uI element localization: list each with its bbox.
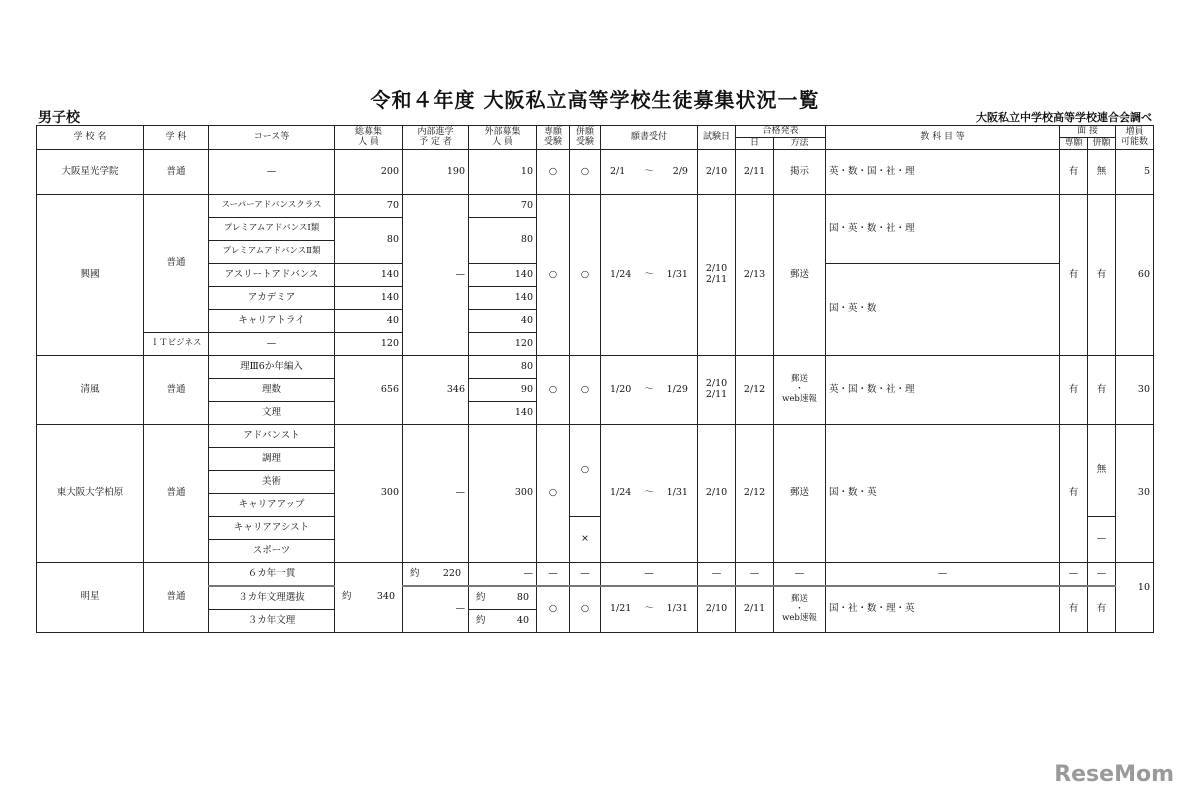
- header-course: コース等: [209, 126, 335, 150]
- header-increase: 増員 可能数: [1116, 126, 1154, 150]
- increase: 10: [1116, 563, 1154, 633]
- iv-sengan: 有: [1060, 150, 1088, 195]
- external-value: 40: [516, 614, 529, 626]
- header-internal: 内部進学 予 定 者: [403, 126, 469, 150]
- course: アスリートアドバンス: [209, 264, 335, 287]
- tilde: 〜: [644, 383, 654, 395]
- sengan: ○: [537, 195, 570, 356]
- header-heigan: 併願 受験: [570, 126, 601, 150]
- subjects: 英・数・国・社・理: [826, 150, 1060, 195]
- header-iv-heigan: 併願: [1088, 138, 1116, 150]
- iv-sengan: 有: [1060, 195, 1088, 356]
- tilde: 〜: [644, 603, 654, 615]
- total: 140: [335, 287, 403, 310]
- approx-mark: 約: [476, 614, 486, 626]
- school-name: 明星: [37, 563, 144, 633]
- increase: 30: [1116, 425, 1154, 563]
- app-to: 2/9: [672, 165, 688, 177]
- total: 140: [335, 264, 403, 287]
- external: 70: [469, 195, 537, 218]
- course: スポーツ: [209, 540, 335, 563]
- sengan: ○: [537, 356, 570, 425]
- header-total: 総募集 人 員: [335, 126, 403, 150]
- iv-heigan: 無: [1088, 150, 1116, 195]
- exam-date: 2/10 2/11: [698, 195, 736, 356]
- app-to: 1/31: [666, 603, 688, 615]
- iv-heigan: —: [1088, 563, 1116, 587]
- increase: 30: [1116, 356, 1154, 425]
- increase: 60: [1116, 195, 1154, 356]
- course: キャリアアシスト: [209, 517, 335, 540]
- category-label: 男子校: [38, 110, 80, 126]
- subjects: 国・英・数: [826, 264, 1060, 356]
- result-method: —: [774, 563, 826, 587]
- course: アドバンスト: [209, 425, 335, 448]
- external: 120: [469, 333, 537, 356]
- exam-date: —: [698, 563, 736, 587]
- tilde: 〜: [644, 268, 654, 280]
- app-from: 1/24: [610, 487, 632, 499]
- dept: 普通: [144, 356, 209, 425]
- table-row: [37, 195, 1154, 218]
- heigan: ○: [570, 195, 601, 356]
- school-name: 興國: [37, 195, 144, 356]
- external: [469, 610, 537, 633]
- iv-heigan: —: [1088, 517, 1116, 563]
- course: キャリアトライ: [209, 310, 335, 333]
- course: スーパーアドバンスクラス: [209, 195, 335, 218]
- subjects: 国・数・英: [826, 425, 1060, 563]
- result-method: 郵送 ・ web速報: [774, 356, 826, 425]
- header-sengan: 専願 受験: [537, 126, 570, 150]
- course: ３カ年文理選抜: [209, 586, 335, 610]
- result-method: 郵送: [774, 425, 826, 563]
- exam-date: 2/10: [698, 150, 736, 195]
- total: 70: [335, 195, 403, 218]
- course: プレミアムアドバンスⅡ類: [209, 241, 335, 264]
- exam-date: 2/10 2/11: [698, 356, 736, 425]
- result-method: 郵送: [774, 195, 826, 356]
- heigan: ○: [570, 586, 601, 633]
- total: 80: [335, 218, 403, 264]
- application-period: [601, 356, 698, 425]
- iv-sengan: 有: [1060, 356, 1088, 425]
- app-to: 1/31: [666, 487, 688, 499]
- app-from: 1/24: [610, 268, 632, 280]
- external: 80: [469, 218, 537, 264]
- school-name: 大阪星光学院: [37, 150, 144, 195]
- application-period: [601, 586, 698, 633]
- heigan: ○: [570, 356, 601, 425]
- recruitment-table: [36, 125, 1154, 633]
- internal: 190: [403, 150, 469, 195]
- header-result-method: 方法: [774, 138, 826, 150]
- external: 140: [469, 287, 537, 310]
- internal-value: 220: [442, 567, 461, 579]
- tilde: 〜: [644, 165, 654, 177]
- header-application: 願書受付: [601, 126, 698, 150]
- table-row: [37, 563, 1154, 587]
- result-day: —: [736, 563, 774, 587]
- iv-heigan: 無: [1088, 425, 1116, 517]
- application-period: —: [601, 563, 698, 587]
- subjects: 国・社・数・理・英: [826, 586, 1060, 633]
- internal: 346: [403, 356, 469, 425]
- iv-heigan: 有: [1088, 586, 1116, 633]
- page-title: 令和４年度 大阪私立高等学校生徒募集状況一覧: [370, 88, 820, 112]
- source-label: 大阪私立中学校高等学校連合会調べ: [976, 111, 1152, 124]
- header-result-day: 日: [736, 138, 774, 150]
- course: 調理: [209, 448, 335, 471]
- external: 80: [469, 356, 537, 379]
- table-row: [37, 150, 1154, 195]
- exam-date: 2/10: [698, 425, 736, 563]
- approx-mark: 約: [410, 567, 420, 579]
- application-period: [601, 425, 698, 563]
- result-day: 2/12: [736, 425, 774, 563]
- tilde: 〜: [644, 487, 654, 499]
- dept: 普通: [144, 425, 209, 563]
- school-name: 清風: [37, 356, 144, 425]
- internal: —: [403, 195, 469, 356]
- external: 300: [469, 425, 537, 563]
- course: —: [209, 150, 335, 195]
- heigan: ○: [570, 425, 601, 517]
- subjects: 国・英・数・社・理: [826, 195, 1060, 264]
- course: 美術: [209, 471, 335, 494]
- resemom-logo: ReseMom: [1054, 762, 1174, 787]
- sengan: —: [537, 563, 570, 587]
- app-from: 1/21: [610, 603, 632, 615]
- course: 理Ⅲ6か年編入: [209, 356, 335, 379]
- header-school: 学 校 名: [37, 126, 144, 150]
- result-method: 掲示: [774, 150, 826, 195]
- external: 10: [469, 150, 537, 195]
- heigan: ○: [570, 150, 601, 195]
- iv-heigan: 有: [1088, 195, 1116, 356]
- total: 300: [335, 425, 403, 563]
- header-exam: 試験日: [698, 126, 736, 150]
- header-external: 外部募集 人 員: [469, 126, 537, 150]
- heigan: —: [570, 563, 601, 587]
- external: —: [469, 563, 537, 587]
- result-method: 郵送 ・ web速報: [774, 586, 826, 633]
- course: 理数: [209, 379, 335, 402]
- total: 40: [335, 310, 403, 333]
- header-iv-sengan: 専願: [1060, 138, 1088, 150]
- header-dept: 学 科: [144, 126, 209, 150]
- external: 90: [469, 379, 537, 402]
- dept: 普通: [144, 563, 209, 633]
- external: [469, 586, 537, 610]
- internal: —: [403, 425, 469, 563]
- external-value: 80: [516, 591, 529, 603]
- application-period: [601, 195, 698, 356]
- total-value: 340: [376, 591, 395, 603]
- dept: ＩＴビジネス: [144, 333, 209, 356]
- course: 文理: [209, 402, 335, 425]
- iv-heigan: 有: [1088, 356, 1116, 425]
- subjects: 英・国・数・社・理: [826, 356, 1060, 425]
- app-from: 1/20: [610, 383, 632, 395]
- header-result: 合格発表: [736, 126, 826, 138]
- external: 140: [469, 264, 537, 287]
- app-from: 2/1: [610, 165, 626, 177]
- approx-mark: 約: [476, 591, 486, 603]
- external: 40: [469, 310, 537, 333]
- result-day: 2/11: [736, 586, 774, 633]
- total: [335, 563, 403, 633]
- app-to: 1/31: [666, 268, 688, 280]
- sengan: ○: [537, 425, 570, 563]
- course: キャリアアップ: [209, 494, 335, 517]
- external: 140: [469, 402, 537, 425]
- course: プレミアムアドバンスⅠ類: [209, 218, 335, 241]
- exam-date: 2/10: [698, 586, 736, 633]
- total: 656: [335, 356, 403, 425]
- sengan: ○: [537, 150, 570, 195]
- table-row: [37, 425, 1154, 448]
- total: 120: [335, 333, 403, 356]
- course: ３カ年文理: [209, 610, 335, 633]
- internal: [403, 563, 469, 587]
- dept: 普通: [144, 150, 209, 195]
- iv-sengan: —: [1060, 563, 1088, 587]
- heigan: ×: [570, 517, 601, 563]
- internal: —: [403, 586, 469, 633]
- result-day: 2/11: [736, 150, 774, 195]
- table-row: [37, 356, 1154, 379]
- approx-mark: 約: [342, 591, 352, 603]
- school-name: 東大阪大学柏原: [37, 425, 144, 563]
- course: アカデミア: [209, 287, 335, 310]
- total: 200: [335, 150, 403, 195]
- header-subjects: 教 科 目 等: [826, 126, 1060, 150]
- app-to: 1/29: [666, 383, 688, 395]
- increase: 5: [1116, 150, 1154, 195]
- iv-sengan: 有: [1060, 425, 1088, 563]
- iv-sengan: 有: [1060, 586, 1088, 633]
- result-day: 2/13: [736, 195, 774, 356]
- application-period: [601, 150, 698, 195]
- subjects: —: [826, 563, 1060, 587]
- header-interview: 面 接: [1060, 126, 1116, 138]
- course: —: [209, 333, 335, 356]
- result-day: 2/12: [736, 356, 774, 425]
- sengan: ○: [537, 586, 570, 633]
- course: ６カ年一貫: [209, 563, 335, 587]
- dept: 普通: [144, 195, 209, 333]
